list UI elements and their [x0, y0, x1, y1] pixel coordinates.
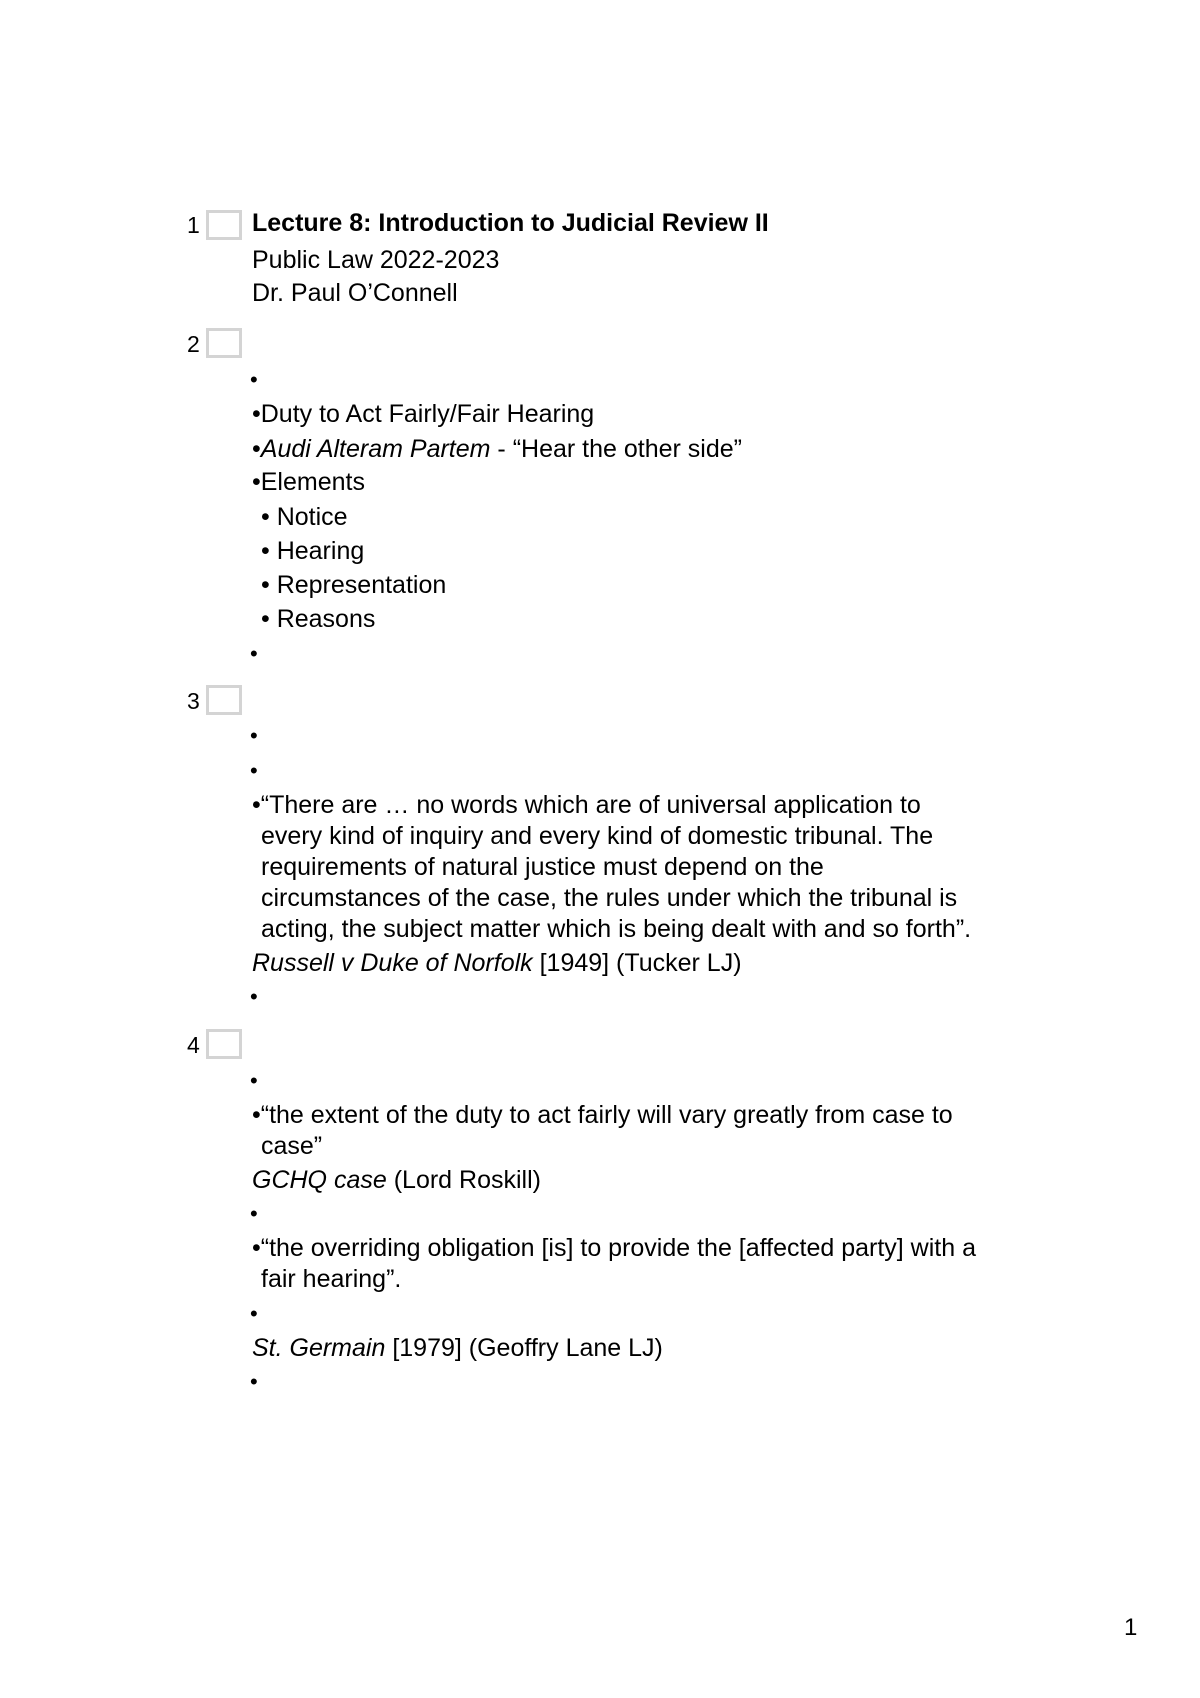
element-item: • Representation: [261, 571, 447, 599]
topic-heading: •Duty to Act Fairly/Fair Hearing: [252, 400, 595, 428]
element-item: • Reasons: [261, 605, 376, 633]
lecture-title: Lecture 8: Introduction to Judicial Review II: [252, 209, 769, 237]
case-name: St. Germain: [252, 1334, 386, 1362]
slide-thumbnail: [206, 1029, 242, 1059]
slide-number: 3: [187, 688, 200, 714]
slide-number: 4: [187, 1032, 200, 1058]
quote-line: case”: [261, 1132, 323, 1160]
quote-line: every kind of inquiry and every kind of domestic tribunal. The: [261, 822, 934, 850]
bullet: •: [252, 435, 261, 463]
case-details: [1949] (Tucker LJ): [532, 949, 742, 977]
slide-number: 2: [187, 331, 200, 357]
element-item: • Hearing: [261, 537, 365, 565]
slide-thumbnail: [206, 685, 242, 715]
quote-line: acting, the subject matter which is being dealt with and so forth”.: [261, 915, 972, 943]
element-item: • Notice: [261, 503, 348, 531]
quote-line: circumstances of the case, the rules under which the tribunal is: [261, 884, 958, 912]
lecturer-name: Dr. Paul O’Connell: [252, 279, 458, 307]
empty-bullet: •: [250, 1201, 258, 1226]
empty-bullet: •: [250, 641, 258, 666]
slide-thumbnail: [206, 328, 242, 358]
case-details: (Lord Roskill): [386, 1166, 541, 1194]
empty-bullet: •: [250, 1301, 258, 1326]
page-number: 1: [1124, 1614, 1138, 1641]
empty-bullet: •: [250, 984, 258, 1009]
slide-thumbnail: [206, 210, 242, 240]
case-name: GCHQ case: [252, 1166, 387, 1194]
maxim-translation: - “Hear the other side”: [490, 435, 742, 463]
audi-alteram-partem-line: [252, 434, 742, 464]
empty-bullet: •: [250, 367, 258, 392]
course-name: Public Law 2022-2023: [252, 246, 500, 274]
case-citation: [252, 948, 742, 978]
empty-bullet: •: [250, 1068, 258, 1093]
empty-bullet: •: [250, 1369, 258, 1394]
case-citation: [252, 1165, 541, 1195]
elements-heading: •Elements: [252, 468, 365, 496]
case-details: [1979] (Geoffry Lane LJ): [385, 1334, 663, 1362]
slide-number: 1: [187, 212, 200, 238]
latin-maxim: Audi Alteram Partem: [260, 435, 491, 463]
quote-line: requirements of natural justice must depend on the: [261, 853, 824, 881]
empty-bullet: •: [250, 758, 258, 783]
quote-line: •“the overriding obligation [is] to provide the [affected party] with a: [252, 1234, 976, 1262]
quote-line: •“the extent of the duty to act fairly will vary greatly from case to: [252, 1101, 953, 1129]
empty-bullet: •: [250, 723, 258, 748]
quote-line: •“There are … no words which are of universal application to: [252, 791, 921, 819]
case-citation: [252, 1333, 663, 1363]
case-name: Russell v Duke of Norfolk: [252, 949, 533, 977]
quote-line: fair hearing”.: [261, 1265, 402, 1293]
